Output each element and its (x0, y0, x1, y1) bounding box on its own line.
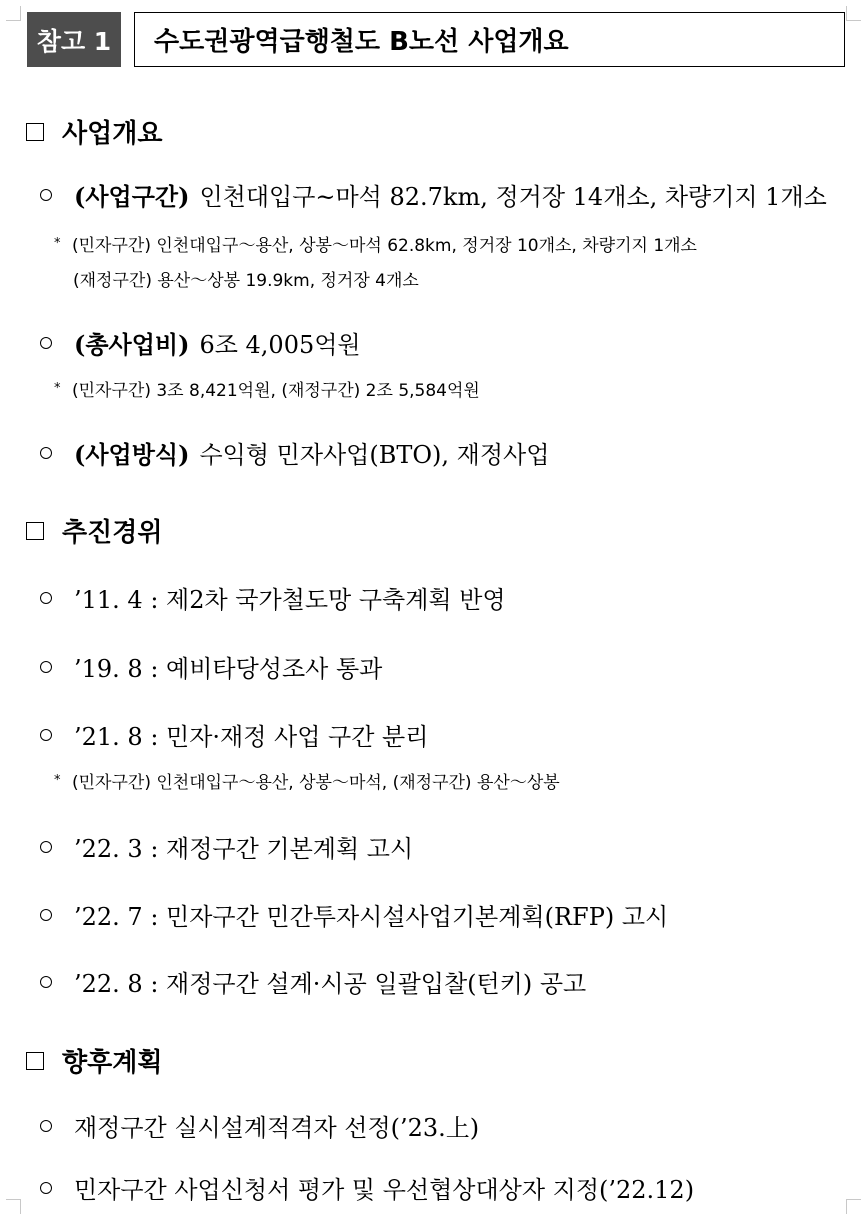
section-title: 향후계획 (62, 1048, 163, 1078)
item-text: 인천대입구~마석 82.7km, 정거장 14개소, 차량기지 1개소 (199, 183, 827, 211)
item-label: (총사업비) (74, 330, 190, 359)
asterisk-icon: * (54, 236, 61, 251)
asterisk-icon: * (54, 381, 61, 396)
plan-item (40, 1108, 479, 1143)
item-text: 민자구간 사업신청서 평가 및 우선협상대상자 지정(’22.12) (74, 1176, 695, 1204)
reference-label: 참고 1 (27, 12, 121, 67)
page-corner-bottom-right (846, 1199, 861, 1214)
history-item (40, 897, 668, 932)
item-text: ’19. 8 : 예비타당성조사 통과 (74, 655, 383, 683)
note-line (73, 266, 419, 291)
note-line (54, 768, 560, 793)
circle-bullet-icon (40, 729, 52, 741)
section-title: 추진경위 (62, 518, 163, 548)
section-plan-heading (26, 1042, 162, 1079)
page-corner-bottom-left (6, 1199, 21, 1214)
item-text: ’22. 8 : 재정구간 설계·시공 일괄입찰(턴키) 공고 (74, 970, 587, 998)
note-text: (민자구간) 인천대입구～용산, 상봉～마석, (재정구간) 용산～상봉 (72, 773, 560, 793)
circle-bullet-icon (40, 337, 52, 349)
document-title: 수도권광역급행철도 B노선 사업개요 (134, 12, 845, 67)
circle-bullet-icon (40, 909, 52, 921)
circle-bullet-icon (40, 1120, 52, 1132)
note-line (54, 231, 697, 256)
item-text: 6조 4,005억원 (199, 331, 361, 359)
document-header (27, 12, 845, 67)
history-item (40, 649, 382, 684)
item-text: 수익형 민자사업(BTO), 재정사업 (199, 441, 550, 469)
square-box-icon (26, 522, 44, 540)
note-line (54, 376, 480, 401)
page-corner-top-right (846, 6, 861, 21)
item-text: ’22. 7 : 민자구간 민간투자시설사업기본계획(RFP) 고시 (74, 903, 669, 931)
section-title: 사업개요 (62, 119, 163, 149)
history-item (40, 829, 413, 864)
circle-bullet-icon (40, 661, 52, 673)
circle-bullet-icon (40, 189, 52, 201)
overview-item-cost (40, 325, 361, 360)
square-box-icon (26, 123, 44, 141)
circle-bullet-icon (40, 447, 52, 459)
item-text: ’22. 3 : 재정구간 기본계획 고시 (74, 835, 414, 863)
item-text: ’21. 8 : 민자·재정 사업 구간 분리 (74, 723, 429, 751)
asterisk-icon: * (54, 773, 61, 788)
circle-bullet-icon (40, 1182, 52, 1194)
section-overview-heading (26, 113, 162, 150)
plan-item (40, 1170, 694, 1205)
circle-bullet-icon (40, 592, 52, 604)
section-history-heading (26, 512, 162, 549)
circle-bullet-icon (40, 976, 52, 988)
square-box-icon (26, 1052, 44, 1070)
overview-item-method (40, 435, 549, 470)
note-text: (재정구간) 용산～상봉 19.9km, 정거장 4개소 (73, 271, 419, 291)
item-label: (사업방식) (74, 440, 190, 469)
history-item (40, 717, 428, 752)
page-corner-top-left (6, 6, 21, 21)
note-text: (민자구간) 인천대입구～용산, 상봉～마석 62.8km, 정거장 10개소, 차량기지 1개소 (72, 236, 697, 256)
history-item (40, 580, 506, 615)
note-text: (민자구간) 3조 8,421억원, (재정구간) 2조 5,584억원 (72, 381, 480, 401)
overview-item-section (40, 177, 827, 212)
item-label: (사업구간) (74, 182, 190, 211)
item-text: ’11. 4 : 제2차 국가철도망 구축계획 반영 (74, 586, 506, 614)
history-item (40, 964, 586, 999)
item-text: 재정구간 실시설계적격자 선정(’23.上) (74, 1114, 480, 1142)
circle-bullet-icon (40, 841, 52, 853)
